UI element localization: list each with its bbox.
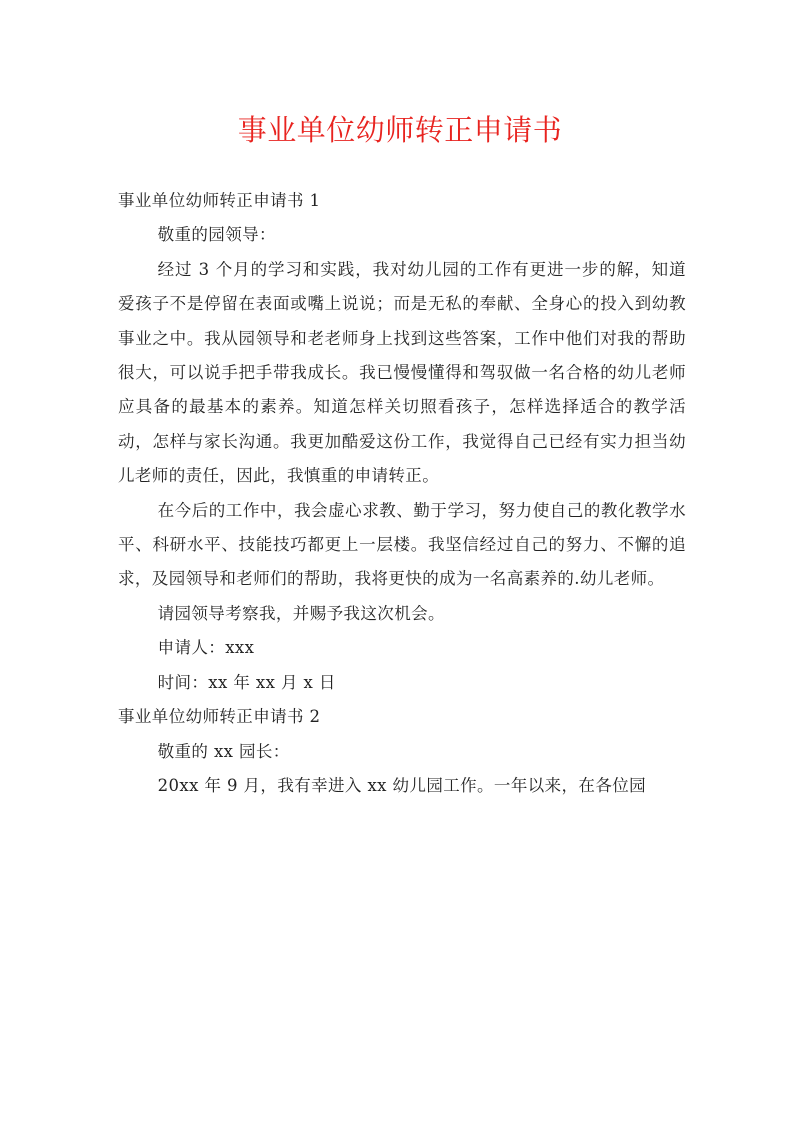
document-body (118, 184, 686, 803)
letter2-salutation: 敬重的 xx 园长： (157, 741, 290, 761)
letter1-paragraph-3: 请园领导考察我，并赐予我这次机会。 (157, 603, 445, 623)
letter1-heading: 事业单位幼师转正申请书 1 (118, 191, 321, 210)
letter1-applicant: 申请人：xxx (157, 638, 255, 658)
letter2-heading: 事业单位幼师转正申请书 2 (118, 707, 321, 727)
letter2-paragraph-1: 20xx 年 9 月，我有幸进入 xx 幼儿园工作。一年以来，在各位园 (157, 775, 647, 795)
letter1-paragraph-2: 在今后的工作中，我会虚心求教、勤于学习，努力使自己的教化教学水平、科研水平、技能技巧都更上一层楼。我坚信经过自己的努力、不懈的追求，及园领导和老师们的帮助，我将更快的成为一名高素养的.幼儿老师。 (118, 500, 686, 589)
letter1-date: 时间：xx 年 xx 月 x 日 (157, 672, 336, 692)
document-title: 事业单位幼师转正申请书 (237, 113, 563, 147)
letter1-paragraph-1: 经过 3 个月的学习和实践，我对幼儿园的工作有更进一步的解，知道爱孩子不是停留在表面或嘴上说说；而是无私的奉献、全身心的投入到幼教事业之中。我从园领导和老老师身上找到这些答案，工作中他们对我的帮助很大，可以说手把手带我成长。我已慢慢懂得和驾驭做一名合格的幼儿老师应具备的最基本的素养。知道怎样关切照看孩子，怎样选择适合的教学活动，怎样与家长沟通。我更加酷爱这份工作，我觉得自己已经有实力担当幼儿老师的责任，因此，我慎重的申请转正。 (118, 259, 686, 486)
letter1-salutation: 敬重的园领导： (157, 225, 276, 245)
